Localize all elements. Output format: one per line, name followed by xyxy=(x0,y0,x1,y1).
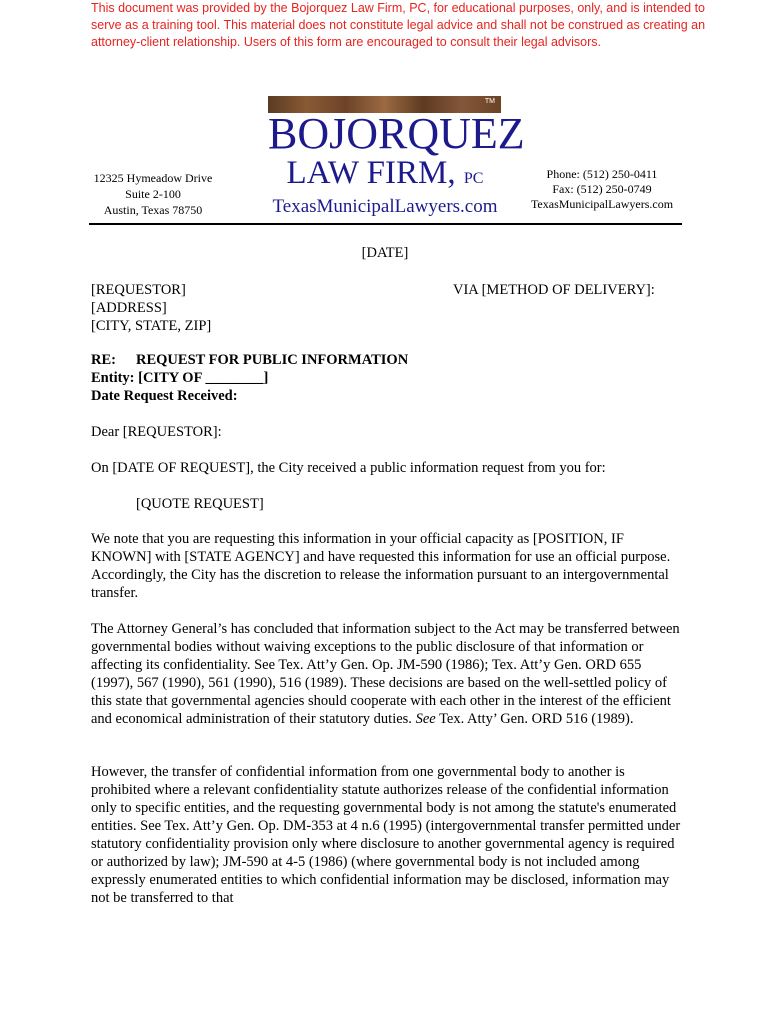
disclaimer-text: This document was provided by the Bojorquez Law Firm, PC, for educational purposes, only, and is intended to serve as a training tool. This material does not constitute legal advice and shall not be construed as creating an attorney-client relationship. Users of this form are encouraged to consult their legal advisors. xyxy=(91,1,706,49)
intro-paragraph: On [DATE OF REQUEST], the City received a public information request from you for: xyxy=(91,460,606,476)
recipient-line: [ADDRESS] xyxy=(91,300,167,316)
letterhead-divider xyxy=(89,223,682,225)
logo-trademark: TM xyxy=(484,98,495,105)
re-subject: REQUEST FOR PUBLIC INFORMATION xyxy=(136,352,409,368)
firm-address xyxy=(88,170,218,218)
entity-line: Entity: [CITY OF ________] xyxy=(91,370,269,386)
recipient-line: [CITY, STATE, ZIP] xyxy=(91,318,212,334)
letter-date: [DATE] xyxy=(361,245,409,261)
subject-block xyxy=(91,351,691,405)
address-line: 12325 Hymeadow Drive xyxy=(93,171,213,185)
quoted-request: [QUOTE REQUEST] xyxy=(136,496,264,512)
re-label: RE: xyxy=(91,352,116,368)
logo-url: TexasMunicipalLawyers.com xyxy=(272,196,498,217)
phone-number: Phone: (512) 250-0411 xyxy=(546,167,658,181)
firm-logo xyxy=(268,96,525,222)
address-line: Austin, Texas 78750 xyxy=(103,203,203,217)
salutation: Dear [REQUESTOR]: xyxy=(91,424,222,440)
para-text: Tex. Atty’ Gen. ORD 516 (1989). xyxy=(439,711,634,727)
recipient-block xyxy=(91,281,431,335)
logo-pc: PC xyxy=(463,170,484,187)
website: TexasMunicipalLawyers.com xyxy=(530,197,674,211)
logo-subname xyxy=(268,154,502,198)
date-received-line: Date Request Received: xyxy=(91,388,238,404)
address-line: Suite 2-100 xyxy=(125,187,181,201)
paragraph-attorney-general xyxy=(91,620,683,728)
paragraph-confidential-transfer: However, the transfer of confidential information from one governmental body to another is prohibited where a relevant confidentiality statute authorizes release of the confidential information only to specific entities, and the requesting governmental body is not among the statute's enumerated entities. See Tex. Att’y Gen. Op. DM-353 at 4 n.6 (1995) (intergovernmental transfer permitted under statutory confidentiality provision only where disclosure to another governmental agency is required or authorized by law); JM-590 at 4-5 (1986) (where governmental body is not included among expressly enumerated entities to which confidential information may be disclosed, information may not be transferred to that xyxy=(91,764,681,906)
logo-name: BOJORQUEZ xyxy=(268,109,525,158)
para-text: The Attorney General’s has concluded that information subject to the Act may be transferred between governmental bodies without waiving exceptions to the public disclosure of that information or affecting its confidentiality. See Tex. Att’y Gen. Op. JM-590 (1986); Tex. Att’y Gen. ORD 655 (1997), 567 (1990), 561 (1990), 516 (1989). These decisions are based on the well-settled policy of this state that governmental agencies should cooperate with each other in the interest of the efficient and economical administration of their statutory duties. xyxy=(91,621,680,727)
logo-law-firm: LAW FIRM, xyxy=(286,155,456,191)
fax-number: Fax: (512) 250-0749 xyxy=(552,182,652,196)
see-signal: See xyxy=(415,711,436,727)
paragraph-official-capacity: We note that you are requesting this information in your official capacity as [POSITION, IF KNOWN] with [STATE AGENCY] and have requested this information for use an official purpose. Accordingly, the City has the discretion to release the information pursuant to an intergovernmental transfer. xyxy=(91,531,671,601)
delivery-method: VIA [METHOD OF DELIVERY]: xyxy=(453,282,655,298)
firm-contact xyxy=(522,167,682,212)
recipient-line: [REQUESTOR] xyxy=(91,282,186,298)
